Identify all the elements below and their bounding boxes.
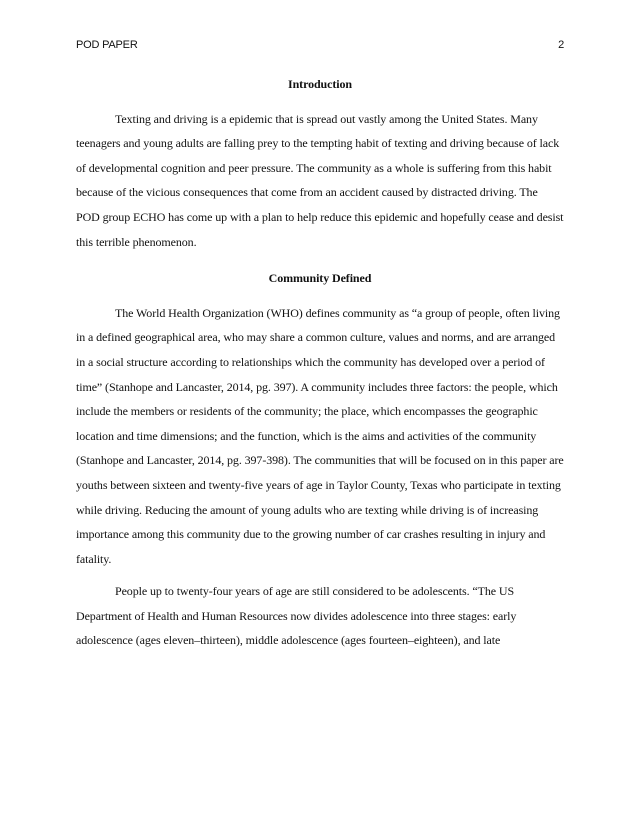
spacer [76, 291, 564, 301]
running-title: POD PAPER [76, 39, 138, 51]
page-number: 2 [558, 39, 564, 51]
spacer [76, 97, 564, 107]
paragraph-community-definition: The World Health Organization (WHO) defines community as “a group of people, often living in a defined geographical area, who may share a common culture, values and norms, and are arranged in a social structure according to relationships which the community has developed over a period of time” (Stanhope and Lancaster, 2014, pg. 397). A community includes three factors: the people, which include the members or residents of the community; the place, which encompasses the geographic location and time dimensions; and the function, which is the aims and activities of the community (Stanhope and Lancaster, 2014, pg. 397-398). The communities that will be focused on in this paper are youths between sixteen and twenty-five years of age in Taylor County, Texas who participate in texting while driving. Reducing the amount of young adults who are texting while driving is of increasing importance among this community due to the growing number of car crashes resulting in injury and fatality. [76, 305, 564, 566]
paragraph-introduction: Texting and driving is a epidemic that is spread out vastly among the United States. Many teenagers and young adults are falling prey to the tempting habit of texting and driving because of lack of developmental cognition and peer pressure. The community as a whole is suffering from this habit because of the vicious consequences that come from an accident caused by distracted driving. The POD group ECHO has come up with a plan to help reduce this epidemic and hopefully cease and desist this terrible phenomenon. [76, 111, 564, 249]
section-heading-introduction: Introduction [288, 77, 352, 91]
document-body [76, 70, 564, 653]
paragraph-adolescence: People up to twenty-four years of age are still considered to be adolescents. “The US Department of Health and Human Resources now divides adolescence into three stages: early adolescence (ages eleven–thirteen), middle adolescence (ages fourteen–eighteen), and late [76, 584, 517, 648]
section-heading-community-defined: Community Defined [268, 271, 372, 286]
spacer [76, 254, 564, 264]
spacer [76, 571, 564, 579]
